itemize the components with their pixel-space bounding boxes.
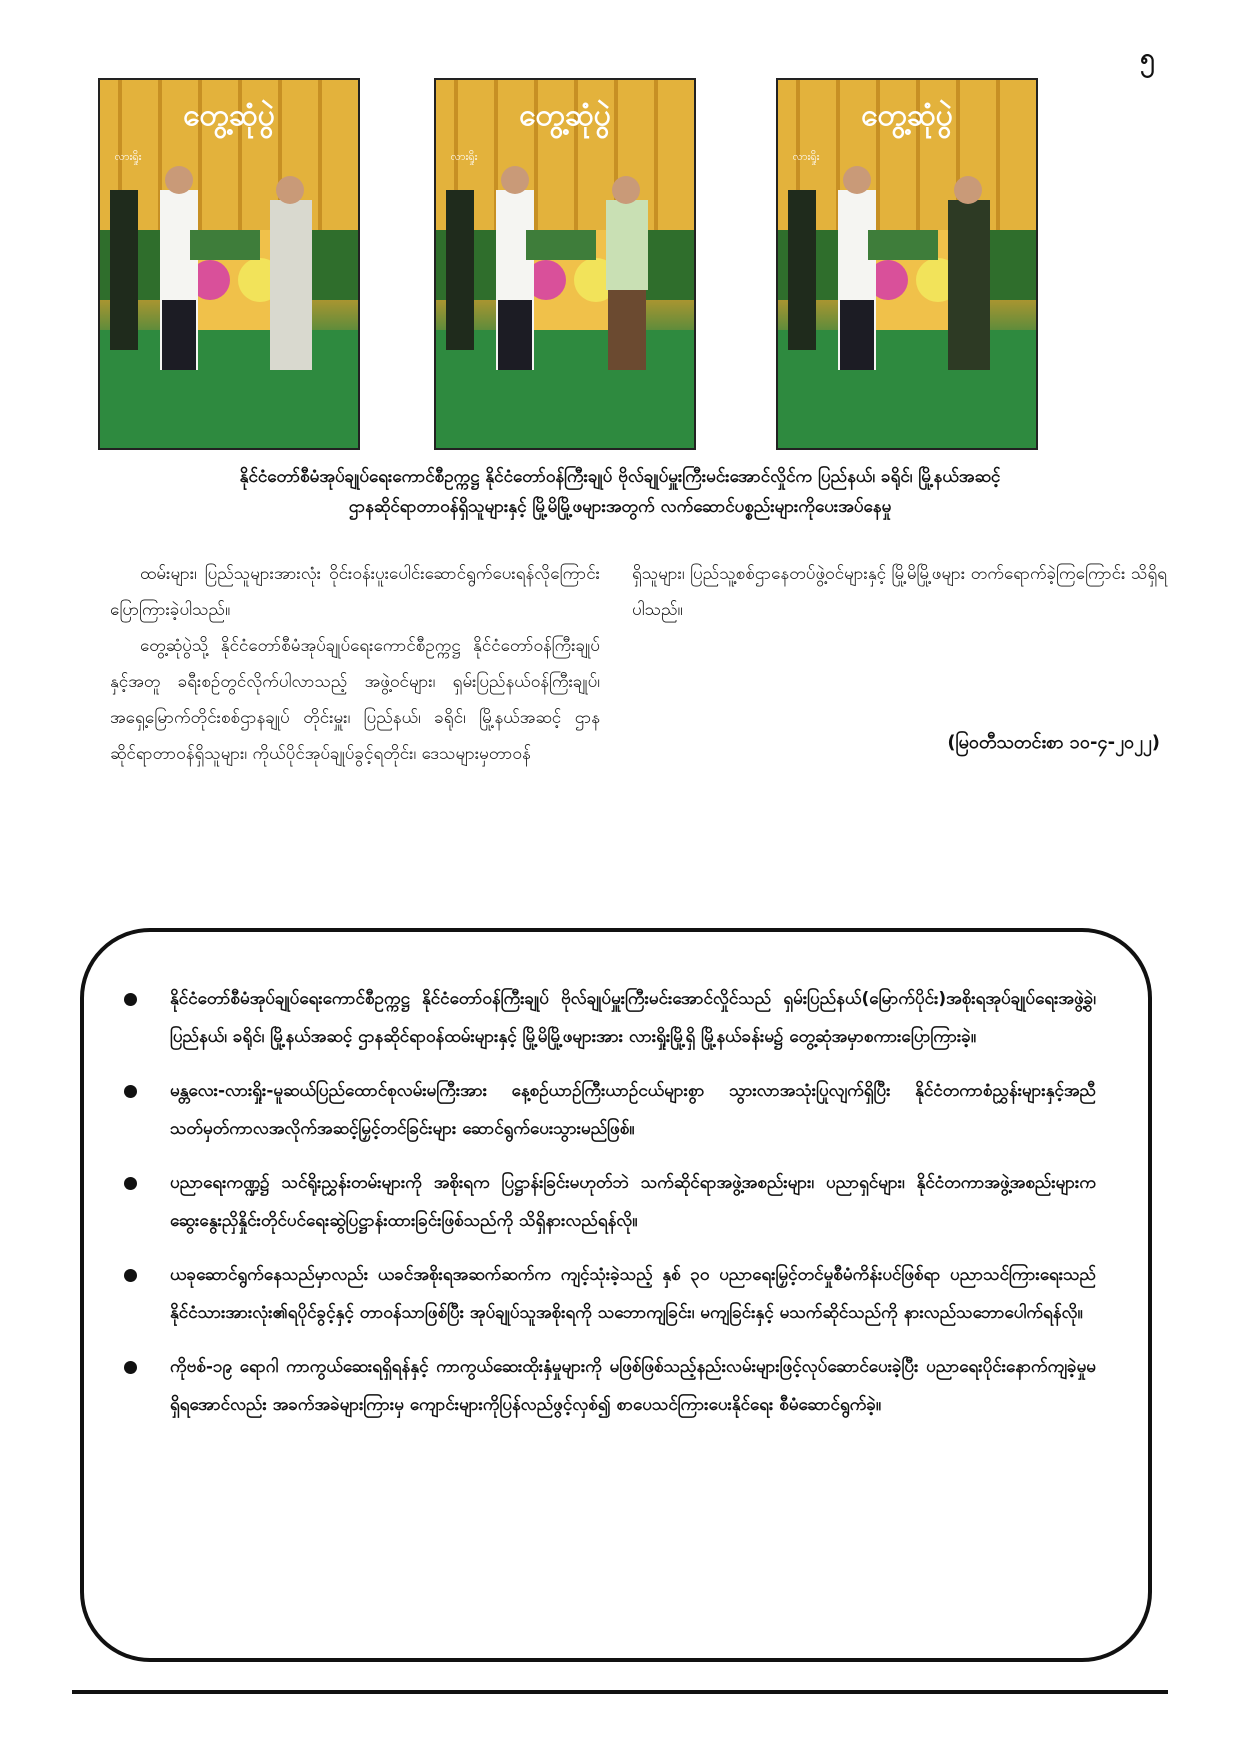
bullet-icon bbox=[124, 1177, 137, 1190]
article-paragraph: ထမ်းများ၊ ပြည်သူများအားလုံး ဝိုင်းဝန်းပူးပေါင်းဆောင်ရွက်ပေးရန်လိုကြောင်း ပြောကြားခဲ့ပါသည်။ bbox=[110, 564, 600, 620]
bullet-icon bbox=[124, 993, 137, 1006]
banner-text: တွေ့ဆုံပွဲ bbox=[861, 98, 953, 133]
bullet-icon bbox=[124, 1085, 137, 1098]
event-photo-1 bbox=[98, 78, 360, 450]
summary-list bbox=[84, 932, 1148, 1424]
event-photo-2 bbox=[434, 78, 696, 450]
article-paragraph: တွေ့ဆုံပွဲသို့ နိုင်ငံတော်စီမံအုပ်ချုပ်ရေးကောင်စီဥက္ကဋ္ဌ နိုင်ငံတော်ဝန်ကြီးချုပ်နှင့်အတူ ခရီးစဉ်တွင်လိုက်ပါလာသည့် အဖွဲ့ဝင်များ၊ ရှမ်းပြည်နယ်ဝန်ကြီးချုပ်၊ အရှေ့မြောက်တိုင်းစစ်ဌာနချုပ် တိုင်းမှူး၊ ပြည်နယ်၊ ခရိုင်၊ မြို့နယ်အဆင့် ဌာနဆိုင်ရာတာဝန်ရှိသူများ၊ ကိုယ်ပိုင်အုပ်ချုပ်ခွင့်ရတိုင်း၊ ဒေသများမှတာဝန် bbox=[110, 636, 600, 764]
summary-item: ပညာရေးကဏ္ဍ၌ သင်ရိုးညွှန်းတမ်းများကို အစိုးရက ပြဋ္ဌာန်းခြင်းမဟုတ်ဘဲ သက်ဆိုင်ရာအဖွဲ့အစည်းများ၊ ပညာရှင်များ၊ နိုင်ငံတကာအဖွဲ့အစည်းများက ဆွေးနွေးညှိနှိုင်းတိုင်ပင်ရေးဆွဲပြဋ္ဌာန်းထားခြင်းဖြစ်သည်ကို သိရှိနားလည်ရန်လို။ bbox=[124, 1164, 1096, 1240]
article-paragraph: ရှိသူများ၊ ပြည်သူ့စစ်ဌာနေတပ်ဖွဲ့ဝင်များနှင့် မြို့မိမြို့ဖများ တက်ရောက်ခဲ့ကြကြောင်း သိရှိရပါသည်။ bbox=[632, 564, 1167, 620]
news-source: (မြဝတီသတင်းစာ ၁၀-၄-၂၀၂၂) bbox=[947, 732, 1160, 753]
summary-item: မန္တလေး-လားရှိုး-မူဆယ်ပြည်ထောင်စုလမ်းမကြီးအား နေ့စဉ်ယာဉ်ကြီးယာဉ်ငယ်များစွာ သွားလာအသုံးပြုလျက်ရှိပြီး နိုင်ငံတကာစံညွှန်းများနှင့်အညီ သတ်မှတ်ကာလအလိုက်အဆင့်မြှင့်တင်ခြင်းများ ဆောင်ရွက်ပေးသွားမည်ဖြစ်။ bbox=[124, 1072, 1096, 1148]
banner-sign: လားရှိုး bbox=[114, 150, 142, 163]
summary-item: နိုင်ငံတော်စီမံအုပ်ချုပ်ရေးကောင်စီဥက္ကဋ္ဌ နိုင်ငံတော်ဝန်ကြီးချုပ် ဗိုလ်ချုပ်မှူးကြီးမင်းအောင်လှိုင်သည် ရှမ်းပြည်နယ်(မြောက်ပိုင်း)အစိုးရအုပ်ချုပ်ရေးအဖွဲ့ခွဲ၊ ပြည်နယ်၊ ခရိုင်၊ မြို့နယ်အဆင့် ဌာနဆိုင်ရာဝန်ထမ်းများနှင့် မြို့မိမြို့ဖများအား လားရှိုးမြို့ရှိ မြို့နယ်ခန်းမ၌ တွေ့ဆုံအမှာစကားပြောကြားခဲ့။ bbox=[124, 980, 1096, 1056]
event-photo-3 bbox=[776, 78, 1038, 450]
banner-sign: လားရှိုး bbox=[792, 150, 820, 163]
summary-box bbox=[80, 928, 1152, 1662]
banner-text: တွေ့ဆုံပွဲ bbox=[519, 98, 611, 133]
caption-line-1: နိုင်ငံတော်စီမံအုပ်ချုပ်ရေးကောင်စီဥက္ကဋ္ဌ နိုင်ငံတော်ဝန်ကြီးချုပ် ဗိုလ်ချုပ်မှူးကြီးမင်းအောင်လှိုင်က ပြည်နယ်၊ ခရိုင်၊ မြို့နယ်အဆင့် bbox=[239, 467, 1001, 487]
banner-text: တွေ့ဆုံပွဲ bbox=[183, 98, 275, 133]
summary-item: ကိုဗစ်-၁၉ ရောဂါ ကာကွယ်ဆေးရရှိရန်နှင့် ကာကွယ်ဆေးထိုးနှံမှုများကို မဖြစ်ဖြစ်သည့်နည်းလမ်းများဖြင့်လုပ်ဆောင်ပေးခဲ့ပြီး ပညာရေးပိုင်းနောက်ကျခဲ့မှုမရှိရအောင်လည်း အခက်အခဲများကြားမှ ကျောင်းများကိုပြန်လည်ဖွင့်လှစ်၍ စာပေသင်ကြားပေးနိုင်ရေး စီမံဆောင်ရွက်ခဲ့။ bbox=[124, 1348, 1096, 1424]
footer-divider bbox=[72, 1690, 1168, 1694]
bullet-icon bbox=[124, 1361, 137, 1374]
article-left-column bbox=[110, 556, 600, 772]
photo-caption bbox=[80, 462, 1160, 522]
bullet-icon bbox=[124, 1269, 137, 1282]
caption-line-2: ဌာနဆိုင်ရာတာဝန်ရှိသူများနှင့် မြို့မိမြို့ဖများအတွက် လက်ဆောင်ပစ္စည်းများကိုပေးအပ်နေမှု bbox=[348, 497, 892, 517]
summary-item: ယခုဆောင်ရွက်နေသည်မှာလည်း ယခင်အစိုးရအဆက်ဆက်က ကျင့်သုံးခဲ့သည့် နှစ် ၃၀ ပညာရေးမြှင့်တင်မှုစီမံကိန်းပင်ဖြစ်ရာ ပညာသင်ကြားရေးသည် နိုင်ငံသားအားလုံး၏ရပိုင်ခွင့်နှင့် တာဝန်သာဖြစ်ပြီး အုပ်ချုပ်သူအစိုးရကို သဘောကျခြင်း၊ မကျခြင်းနှင့် မသက်ဆိုင်သည်ကို နားလည်သဘောပေါက်ရန်လို။ bbox=[124, 1256, 1096, 1332]
page-number: ၅ bbox=[1140, 43, 1155, 73]
article-right-column bbox=[632, 556, 1167, 628]
banner-sign: လားရှိုး bbox=[450, 150, 478, 163]
